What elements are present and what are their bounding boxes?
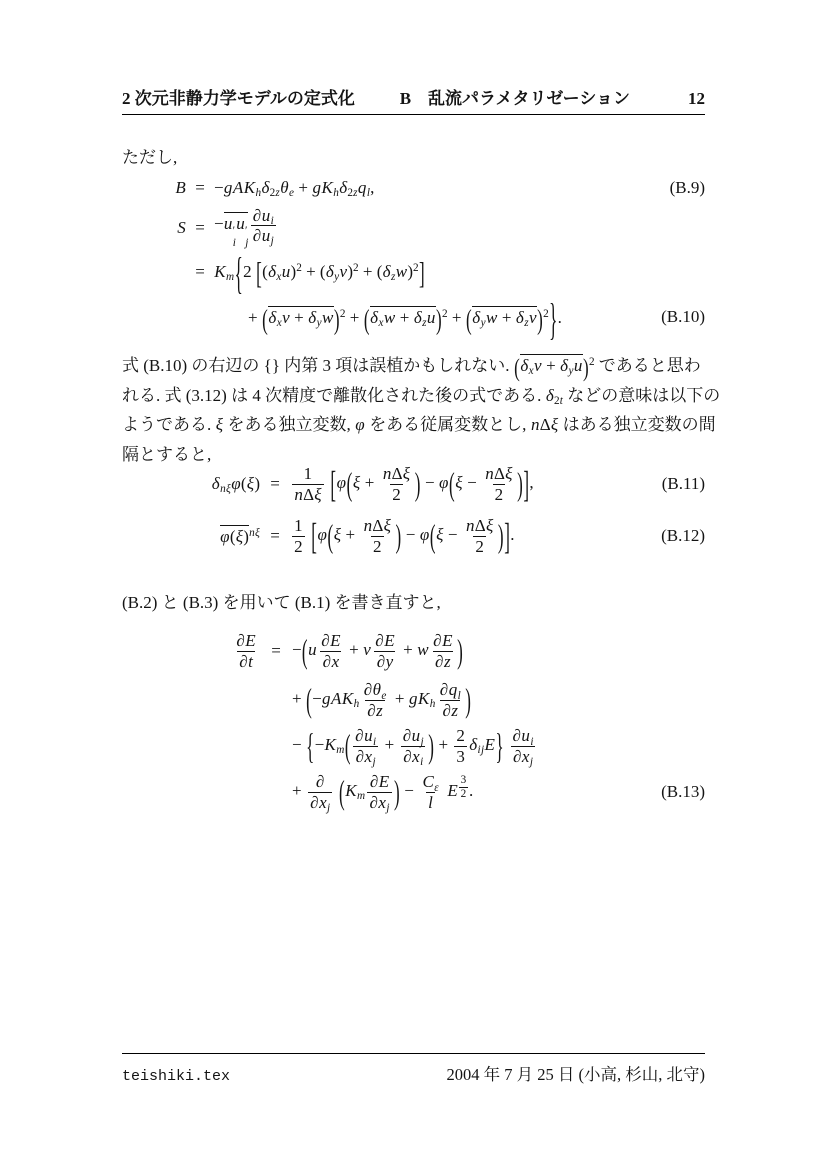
math-expression: δ2t xyxy=(545,385,563,407)
body-paragraph xyxy=(122,351,724,469)
equation-row xyxy=(122,510,705,562)
math-expression: δnξφ(ξ) xyxy=(211,474,260,496)
equation-row xyxy=(122,170,705,206)
equation-rhs xyxy=(290,464,662,503)
equation-block-b13 xyxy=(122,625,705,815)
text-run: をある独立変数, xyxy=(223,415,356,434)
equation-row xyxy=(122,723,705,769)
header-section-title-right: B 乱流パラメタリゼーション xyxy=(399,89,630,108)
equation-rhs xyxy=(214,248,705,298)
math-expression: + $(\delta xv + \delta yw)^2 + (\delta xw + \delta zu)^2 + (\delta yw + \delta zv)^2$}. xyxy=(248,294,562,344)
equals-sign xyxy=(186,262,214,282)
page-header xyxy=(122,84,705,115)
equals-sign xyxy=(186,178,214,198)
equation-block-b11-b12 xyxy=(122,458,705,562)
text-run: をある従属変数とし, xyxy=(364,415,531,434)
math-expression: $\frac{\partial E}{\partial t}$ xyxy=(236,631,256,671)
equation-row xyxy=(122,769,705,815)
math-expression: + $\frac{\partial}{\partial xj}$ (Km $\frac{\partial E}{\partial xj}$ ) − $\frac{C\varepsilon}{l}$ E $^{\frac{3}{2}}$ . xyxy=(292,772,474,814)
math-expression: = xyxy=(270,526,280,545)
equals-sign xyxy=(260,526,290,546)
equals-sign xyxy=(260,474,290,494)
equation-block-b9-b10 xyxy=(122,170,705,344)
equation-lhs xyxy=(122,474,260,494)
text-line xyxy=(122,410,724,440)
equation-rhs xyxy=(292,631,705,670)
math-expression: = xyxy=(195,178,205,197)
math-expression: = xyxy=(195,218,205,237)
equation-row xyxy=(122,206,705,250)
equation-lhs xyxy=(122,525,260,547)
math-expression: Km{2 $[(\delta xu)^2 + (\delta yv)^2 + (\delta zw)^2]$ xyxy=(214,248,425,298)
math-expression: $\frac{1}{2}$ [φ(ξ + $\frac{\text{nΔξ}}{2}$ ) − φ(ξ − $\frac{\text{nΔξ}}{2}$ )]. xyxy=(290,525,514,544)
equation-rhs xyxy=(214,206,705,250)
header-section-title-left: 2 次元非静力学モデルの定式化 xyxy=(122,89,355,108)
math-expression: ξ xyxy=(215,415,224,434)
text-run: ようである. xyxy=(122,415,216,434)
text-run: 式 (B.10) の右辺の {} 内第 3 項は誤植かもしれない. xyxy=(122,356,514,375)
math-expression: − {−Km( $\frac{\partial ui}{\partial xj}$ + $\frac{\partial uj}{\partial xi}$ ) + $\frac{2}{3}$ δijE} $\frac{\partial ui}{\partial xj}$ xyxy=(292,726,534,768)
math-expression: = xyxy=(270,474,280,493)
page-footer xyxy=(122,1053,705,1085)
math-expression: $\varphi(\xi)^{n\xi}$ xyxy=(220,526,260,546)
equation-rhs xyxy=(292,772,661,814)
text-run: などの意味は以下の xyxy=(563,385,721,405)
text-run: であると思わ xyxy=(594,356,701,375)
text-run: 隔とすると, xyxy=(122,444,212,464)
connecting-text: (B.2) と (B.3) を用いて (B.1) を書き直すと, xyxy=(122,593,441,612)
equation-row xyxy=(122,294,705,344)
math-expression: −gAKhδ2zθe + gKhδ2zql, xyxy=(214,178,375,200)
math-expression: + (−gAKh $\frac{\partial\theta e}{\partial z}$ + gKh $\frac{\partial ql}{\partial z}$ ) xyxy=(292,680,471,720)
equation-number: (B.9) xyxy=(669,178,705,197)
equals-sign xyxy=(260,641,292,661)
math-expression: nΔξ xyxy=(530,415,559,434)
page-number: 12 xyxy=(688,89,705,108)
equation-rhs xyxy=(292,680,705,719)
equation-row xyxy=(122,677,705,723)
math-expression: = xyxy=(271,641,281,660)
equation-number: (B.11) xyxy=(661,474,705,493)
text-run: はある独立変数の間 xyxy=(558,415,716,434)
text-line xyxy=(122,351,724,381)
equation-number: (B.10) xyxy=(661,307,705,326)
equals-sign xyxy=(186,218,214,238)
math-expression: φ xyxy=(355,415,365,434)
math-expression: = xyxy=(195,262,205,281)
equation-lhs xyxy=(122,218,186,238)
math-expression: $(\delta xv + \delta yu)^2$ xyxy=(514,352,595,382)
equation-rhs xyxy=(290,516,661,555)
math-expression: $\frac{1}{\text{nΔξ}}$ [φ(ξ + $\frac{\text{nΔξ}}{2}$ ) − φ(ξ − $\frac{\text{nΔξ}}{2}$ )], xyxy=(290,473,534,492)
equation-number: (B.13) xyxy=(661,782,705,801)
equation-rhs xyxy=(214,178,670,198)
math-expression: B xyxy=(175,178,186,197)
equation-rhs xyxy=(214,294,661,344)
math-expression: −(u $\frac{\partial E}{\partial x}$ + v $\frac{\partial E}{\partial y}$ + w $\frac{\partial E}{\partial z}$ ) xyxy=(292,631,463,671)
equation-row xyxy=(122,625,705,677)
footer-date-authors: 2004 年 7 月 25 日 (小高, 杉山, 北守) xyxy=(446,1065,705,1084)
equation-row xyxy=(122,244,705,300)
equation-rhs xyxy=(292,726,705,768)
footer-filename: teishiki.tex xyxy=(122,1068,231,1085)
text-run: れる. 式 (3.12) は 4 次精度で離散化された後の式である. xyxy=(122,385,546,405)
math-expression: S xyxy=(177,218,186,237)
equation-number: (B.12) xyxy=(661,526,705,545)
equation-row xyxy=(122,458,705,510)
math-expression: −u ′ i u ′ j $\frac{\partial ui}{\partial uj}$ xyxy=(214,214,278,233)
equation-lhs xyxy=(122,178,186,198)
text-line xyxy=(122,381,724,411)
equation-lhs xyxy=(122,631,260,670)
intro-text: ただし, xyxy=(122,148,178,167)
